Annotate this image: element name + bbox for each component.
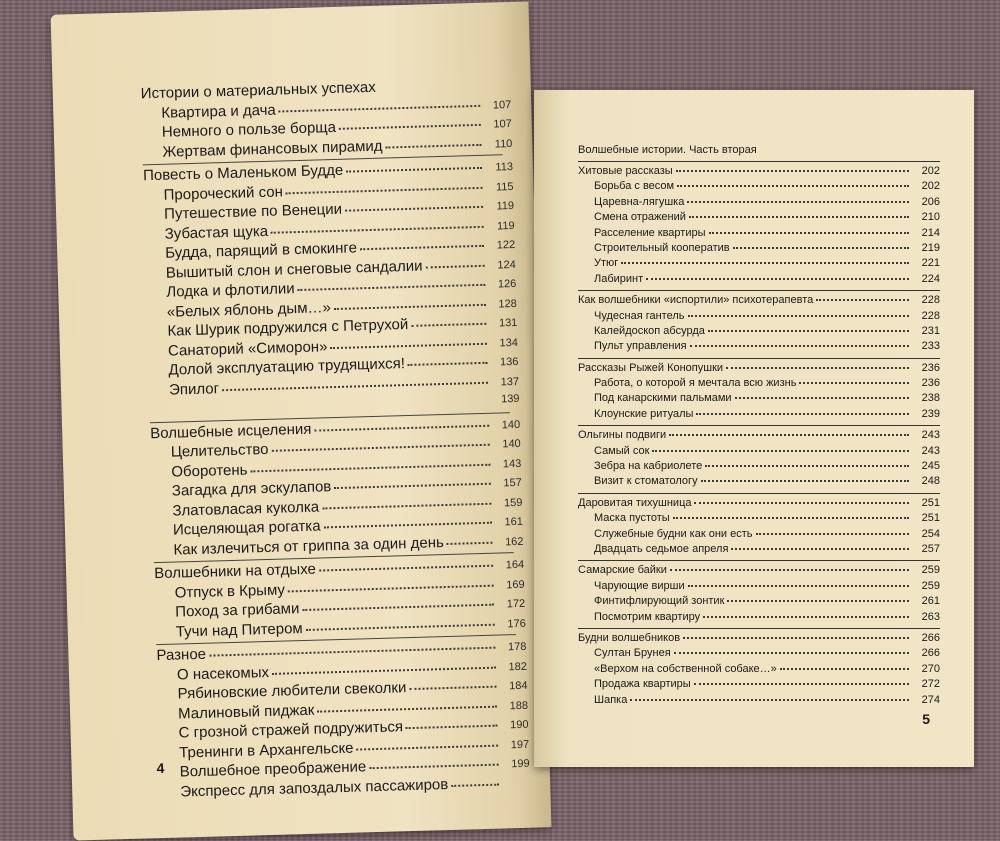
toc-page-number: 140 xyxy=(502,437,521,451)
toc-entry-title: Истории о материальных успехах xyxy=(140,78,376,103)
dot-leader xyxy=(694,682,909,685)
toc-page-number: 238 xyxy=(921,392,940,405)
dot-leader xyxy=(334,302,486,309)
toc-entry-title: «Белых яблонь дым…» xyxy=(166,298,332,321)
toc-page-number: 248 xyxy=(921,475,940,488)
toc-entry-title: Клоунские ритуалы xyxy=(594,407,694,420)
dot-leader xyxy=(324,521,492,529)
toc-entry xyxy=(578,407,940,422)
toc-page-number: 219 xyxy=(921,241,940,254)
dot-leader xyxy=(676,169,909,172)
dot-leader xyxy=(209,646,495,657)
toc-entry xyxy=(578,339,940,354)
toc-entry-title: Златовласая куколка xyxy=(172,498,320,520)
toc-page-number xyxy=(502,786,530,787)
dot-leader xyxy=(386,142,482,148)
toc-page-number xyxy=(483,88,511,89)
toc-page-number: 136 xyxy=(499,355,519,369)
dot-leader xyxy=(646,277,909,280)
dot-leader xyxy=(708,329,909,332)
toc-page-number: 214 xyxy=(921,226,940,239)
toc-entry xyxy=(578,241,940,256)
toc-entry-title: Под канарскими пальмами xyxy=(594,392,732,405)
toc-section xyxy=(578,496,940,511)
toc-page-number: 243 xyxy=(921,444,940,457)
toc-entry-title: Пульт управления xyxy=(594,340,687,353)
section-divider xyxy=(578,628,940,629)
dot-leader xyxy=(701,479,909,482)
toc-entry-title: Борьба с весом xyxy=(594,180,675,193)
toc-entry-title: Тучи над Питером xyxy=(175,619,303,641)
dot-leader xyxy=(250,462,490,472)
toc-page-number: 243 xyxy=(921,429,940,442)
dot-leader xyxy=(673,516,909,519)
toc-entry xyxy=(578,179,940,194)
toc-page-number: 190 xyxy=(510,718,529,732)
dot-leader xyxy=(688,314,910,317)
toc-page-number: 202 xyxy=(921,180,940,193)
right-page-number: 5 xyxy=(922,711,930,727)
toc-entry-title: Волшебное преображение xyxy=(179,758,367,781)
toc-page-number: 270 xyxy=(921,662,940,675)
toc-entry-title: Исцеляющая рогатка xyxy=(172,517,321,539)
toc-entry-title: Продажа квартиры xyxy=(594,678,691,691)
toc-page-number: 157 xyxy=(503,476,522,490)
toc-entry-title: Будда, парящий в смокинге xyxy=(165,239,358,262)
toc-entry xyxy=(578,579,940,594)
toc-entry-title: Экспресс для запоздалых пассажиров xyxy=(180,775,449,801)
toc-entry-title: Служебные будни как они есть xyxy=(594,527,753,540)
toc-entry-title: Расселение квартиры xyxy=(594,226,706,239)
toc-entry-title: Лабиринт xyxy=(594,272,644,285)
toc-page-number: 188 xyxy=(509,699,529,712)
dot-leader xyxy=(735,396,909,399)
dot-leader xyxy=(689,215,909,218)
toc-entry-title: Утюг xyxy=(594,257,619,270)
toc-entry xyxy=(578,677,940,692)
left-toc xyxy=(141,74,531,802)
toc-entry xyxy=(578,256,940,271)
toc-entry xyxy=(578,226,940,241)
toc-entry-title: О насекомых xyxy=(176,663,270,684)
toc-entry-title: Разное xyxy=(156,645,207,665)
toc-entry xyxy=(578,210,940,225)
toc-entry-title: Маска пустоты xyxy=(594,512,670,525)
dot-leader xyxy=(302,603,494,611)
toc-entry-title: Квартира и дача xyxy=(161,101,277,122)
toc-entry-title: Финтифлирующий зонтик xyxy=(594,595,725,608)
toc-page-number: 266 xyxy=(921,647,940,660)
toc-entry-title: Как излечиться от гриппа за один день xyxy=(173,533,445,559)
section-divider xyxy=(578,358,940,359)
dot-leader xyxy=(369,763,499,770)
dot-leader xyxy=(733,246,909,249)
toc-page-number: 126 xyxy=(497,277,517,291)
toc-page-number: 251 xyxy=(921,496,940,509)
dot-leader xyxy=(694,501,909,504)
dot-leader xyxy=(425,263,484,268)
toc-page-number: 139 xyxy=(500,392,520,406)
toc-entry-title: Строительный кооператив xyxy=(594,241,730,254)
toc-section xyxy=(578,631,940,646)
toc-entry-title: Волшебные исцеления xyxy=(150,420,312,442)
dot-leader xyxy=(286,185,483,193)
dot-leader xyxy=(652,449,909,452)
toc-page-number: 210 xyxy=(921,211,940,224)
toc-page-number: 143 xyxy=(502,457,522,470)
toc-entry-title: Визит к стоматологу xyxy=(594,475,698,488)
toc-page-number: 113 xyxy=(495,160,514,174)
toc-entry-title: Работа, о которой я мечтала всю жизнь xyxy=(594,377,797,390)
toc-entry-title: Повесть о Маленьком Будде xyxy=(142,161,344,185)
toc-section xyxy=(578,293,940,308)
dot-leader xyxy=(816,298,909,301)
toc-entry-title: Поход за грибами xyxy=(175,600,300,621)
dot-leader xyxy=(705,464,909,467)
dot-leader xyxy=(306,622,495,630)
toc-entry xyxy=(578,444,940,459)
dot-leader xyxy=(780,667,909,670)
toc-entry-title: Как волшебники «испортили» психотерапевта xyxy=(578,294,814,307)
toc-page-number: 228 xyxy=(921,309,940,322)
toc-entry-title: Самый сок xyxy=(594,444,650,457)
toc-entry-title: Отпуск в Крыму xyxy=(174,581,286,602)
toc-page-number: 239 xyxy=(921,407,940,420)
toc-entry-title: Загадка для эскулапов xyxy=(171,478,332,500)
dot-leader xyxy=(322,501,491,509)
toc-entry-title: Смена отражений xyxy=(594,211,686,224)
dot-leader xyxy=(669,433,909,436)
toc-page-number: 206 xyxy=(921,195,940,208)
dot-leader xyxy=(726,366,909,369)
part-title: Волшебные истории. Часть вторая xyxy=(578,144,757,156)
toc-page-number: 131 xyxy=(498,316,518,330)
section-divider xyxy=(578,493,940,494)
toc-entry xyxy=(578,474,940,489)
dot-leader xyxy=(314,423,489,431)
toc-entry-title: Посмотрим квартиру xyxy=(594,610,701,623)
toc-entry-title: Оборотень xyxy=(171,461,248,481)
toc-page-number: 161 xyxy=(504,515,524,529)
section-divider xyxy=(578,560,940,561)
toc-entry xyxy=(578,391,940,406)
dot-leader xyxy=(298,283,486,291)
toc-entry-title: Даровитая тихушница xyxy=(578,496,692,509)
dot-leader xyxy=(451,782,499,786)
toc-page-number: 236 xyxy=(921,361,940,374)
toc-entry-title: Санаторий «Симорон» xyxy=(167,337,328,360)
dot-leader xyxy=(731,547,909,550)
toc-page-number: 178 xyxy=(507,640,527,654)
toc-page-number: 182 xyxy=(508,660,528,673)
toc-page-number: 164 xyxy=(505,558,525,572)
toc-entry-title: Самарские байки xyxy=(578,564,667,577)
dot-leader xyxy=(411,322,486,327)
dot-leader xyxy=(408,361,488,366)
dot-leader xyxy=(334,482,491,489)
dot-leader xyxy=(688,584,909,587)
toc-entry-title: Тренинги в Архангельске xyxy=(178,739,354,762)
toc-entry-title: Малиновый пиджак xyxy=(177,701,315,723)
dot-leader xyxy=(674,651,909,654)
dot-leader xyxy=(272,665,496,674)
dot-leader xyxy=(271,443,489,452)
dot-leader xyxy=(447,540,493,544)
toc-section xyxy=(578,164,940,179)
toc-entry-title: Царевна-лягушка xyxy=(594,195,685,208)
dot-leader xyxy=(709,231,909,234)
dot-leader xyxy=(727,599,909,602)
dot-leader xyxy=(345,205,483,212)
toc-entry-title: Шапка xyxy=(594,693,628,706)
toc-page-number: 110 xyxy=(494,137,513,150)
toc-entry-title: Пророческий сон xyxy=(163,182,284,204)
toc-entry-title: Хитовые рассказы xyxy=(578,165,673,177)
toc-page-number: 224 xyxy=(921,272,940,285)
toc-entry-title: Калейдоскоп абсурда xyxy=(594,324,705,337)
dot-leader xyxy=(683,636,909,639)
toc-page-number: 169 xyxy=(506,578,525,591)
toc-entry xyxy=(578,646,940,661)
dot-leader xyxy=(670,568,909,571)
toc-page-number: 172 xyxy=(506,597,526,611)
toc-page-number: 266 xyxy=(921,631,940,644)
toc-entry-title: Зебра на кабриолете xyxy=(594,460,703,473)
left-page xyxy=(51,1,552,840)
toc-entry xyxy=(578,542,940,557)
toc-page-number: 124 xyxy=(497,258,516,271)
toc-page-number: 115 xyxy=(495,180,514,193)
dot-leader xyxy=(319,564,493,572)
dot-leader xyxy=(409,685,496,690)
dot-leader xyxy=(330,341,487,348)
dot-leader xyxy=(703,615,909,618)
toc-entry-title: Лодка и флотилии xyxy=(166,280,295,301)
toc-entry-title: Как Шурик подружился с Петрухой xyxy=(167,315,409,340)
toc-entry-title: Немного о пользе борща xyxy=(161,118,337,141)
toc-entry-title: Ольгины подвиги xyxy=(578,429,667,442)
toc-entry-title: Зубастая щука xyxy=(164,222,269,243)
toc-page-number: 128 xyxy=(498,297,517,310)
toc-page-number: 119 xyxy=(496,199,515,213)
toc-page-number: 261 xyxy=(921,595,940,608)
dot-leader xyxy=(346,166,482,173)
toc-page-number: 199 xyxy=(511,757,530,771)
toc-entry xyxy=(578,272,940,287)
toc-section xyxy=(578,428,940,443)
toc-section xyxy=(578,563,940,578)
toc-entry xyxy=(578,693,940,708)
section-divider xyxy=(578,290,940,291)
toc-page-number: 119 xyxy=(496,219,515,232)
dot-leader xyxy=(271,224,484,233)
toc-page-number: 251 xyxy=(921,512,940,525)
toc-entry-title: Волшебники на отдыхе xyxy=(153,560,317,583)
toc-entry-title: Рябиновские любители свеколки xyxy=(177,679,407,703)
dot-leader xyxy=(696,412,909,415)
toc-page-number: 184 xyxy=(508,679,528,693)
toc-page-number: 176 xyxy=(507,617,526,630)
toc-page-number: 162 xyxy=(504,535,524,548)
toc-page-number: 137 xyxy=(500,375,520,388)
dot-leader xyxy=(799,381,909,384)
toc-entry-title: Эпилог xyxy=(168,379,220,399)
dot-leader xyxy=(621,261,909,264)
toc-entry-title: Жертвам финансовых пирамид xyxy=(162,137,383,161)
toc-entry-title: Целительство xyxy=(170,440,269,461)
toc-entry-title: Путешествие по Венеции xyxy=(163,200,343,223)
toc-entry-title xyxy=(150,412,170,413)
toc-entry xyxy=(578,594,940,609)
toc-page-number: 263 xyxy=(921,610,940,623)
toc-page-number: 259 xyxy=(921,579,940,592)
toc-page-number: 107 xyxy=(492,98,512,112)
dot-leader xyxy=(379,86,480,90)
dot-leader xyxy=(279,103,481,112)
toc-page-number: 107 xyxy=(493,118,512,131)
dot-leader xyxy=(630,698,909,701)
toc-page-number: 272 xyxy=(921,678,940,691)
section-divider xyxy=(578,161,940,162)
toc-entry xyxy=(578,662,940,677)
right-toc xyxy=(578,142,940,708)
toc-entry-title: Чарующие вирши xyxy=(594,579,685,592)
toc-page-number: 254 xyxy=(921,527,940,540)
dot-leader xyxy=(690,344,909,347)
dot-leader xyxy=(317,704,497,712)
toc-entry-title: Рассказы Рыжей Конопушки xyxy=(578,361,724,374)
toc-page-number: 228 xyxy=(921,294,940,307)
toc-entry-title: Долой эксплуатацию трудящихся! xyxy=(168,355,406,379)
toc-page-number: 202 xyxy=(921,165,940,177)
toc-entry-title: Будни волшебников xyxy=(578,631,681,644)
section-divider xyxy=(578,425,940,426)
toc-entry-title: «Верхом на собственной собаке…» xyxy=(594,662,777,675)
toc-page-number: 233 xyxy=(921,340,940,353)
dot-leader xyxy=(222,380,488,390)
toc-page-number: 236 xyxy=(921,377,940,390)
toc-page-number: 134 xyxy=(499,336,519,349)
toc-page-number: 259 xyxy=(921,564,940,577)
toc-entry-title: Вышитый слон и снеговые сандалии xyxy=(165,257,423,282)
toc-section xyxy=(578,361,940,376)
left-page-number: 4 xyxy=(156,759,165,777)
toc-entry xyxy=(578,459,940,474)
dot-leader xyxy=(173,400,489,410)
dot-leader xyxy=(406,724,498,730)
dot-leader xyxy=(360,244,484,250)
right-page xyxy=(534,90,974,767)
toc-entry xyxy=(578,324,940,339)
dot-leader xyxy=(357,743,499,750)
toc-entry-title: Двадцать седьмое апреля xyxy=(594,542,729,555)
toc-page-number: 245 xyxy=(921,460,940,473)
toc-entry xyxy=(578,511,940,526)
toc-page-number: 122 xyxy=(496,238,516,252)
dot-leader xyxy=(339,123,481,130)
toc-entry-title: С грозной стражей подружиться xyxy=(178,718,404,742)
toc-page-number: 197 xyxy=(510,738,530,751)
toc-entry xyxy=(578,376,940,391)
toc-entry xyxy=(578,610,940,625)
toc-page-number: 231 xyxy=(921,324,940,337)
toc-entry xyxy=(578,527,940,542)
toc-page-number: 257 xyxy=(921,542,940,555)
toc-page-number: 159 xyxy=(503,496,523,509)
toc-page-number: 274 xyxy=(921,693,940,706)
dot-leader xyxy=(756,532,909,535)
toc-page-number: 140 xyxy=(501,418,521,431)
toc-entry-title: Чудесная гантель xyxy=(594,309,685,322)
dot-leader xyxy=(687,200,909,203)
toc-entry xyxy=(578,309,940,324)
dot-leader xyxy=(677,184,909,187)
toc-page-number: 221 xyxy=(921,257,940,270)
toc-entry-title: Султан Брунея xyxy=(594,647,671,660)
dot-leader xyxy=(288,583,494,592)
toc-entry xyxy=(578,195,940,210)
